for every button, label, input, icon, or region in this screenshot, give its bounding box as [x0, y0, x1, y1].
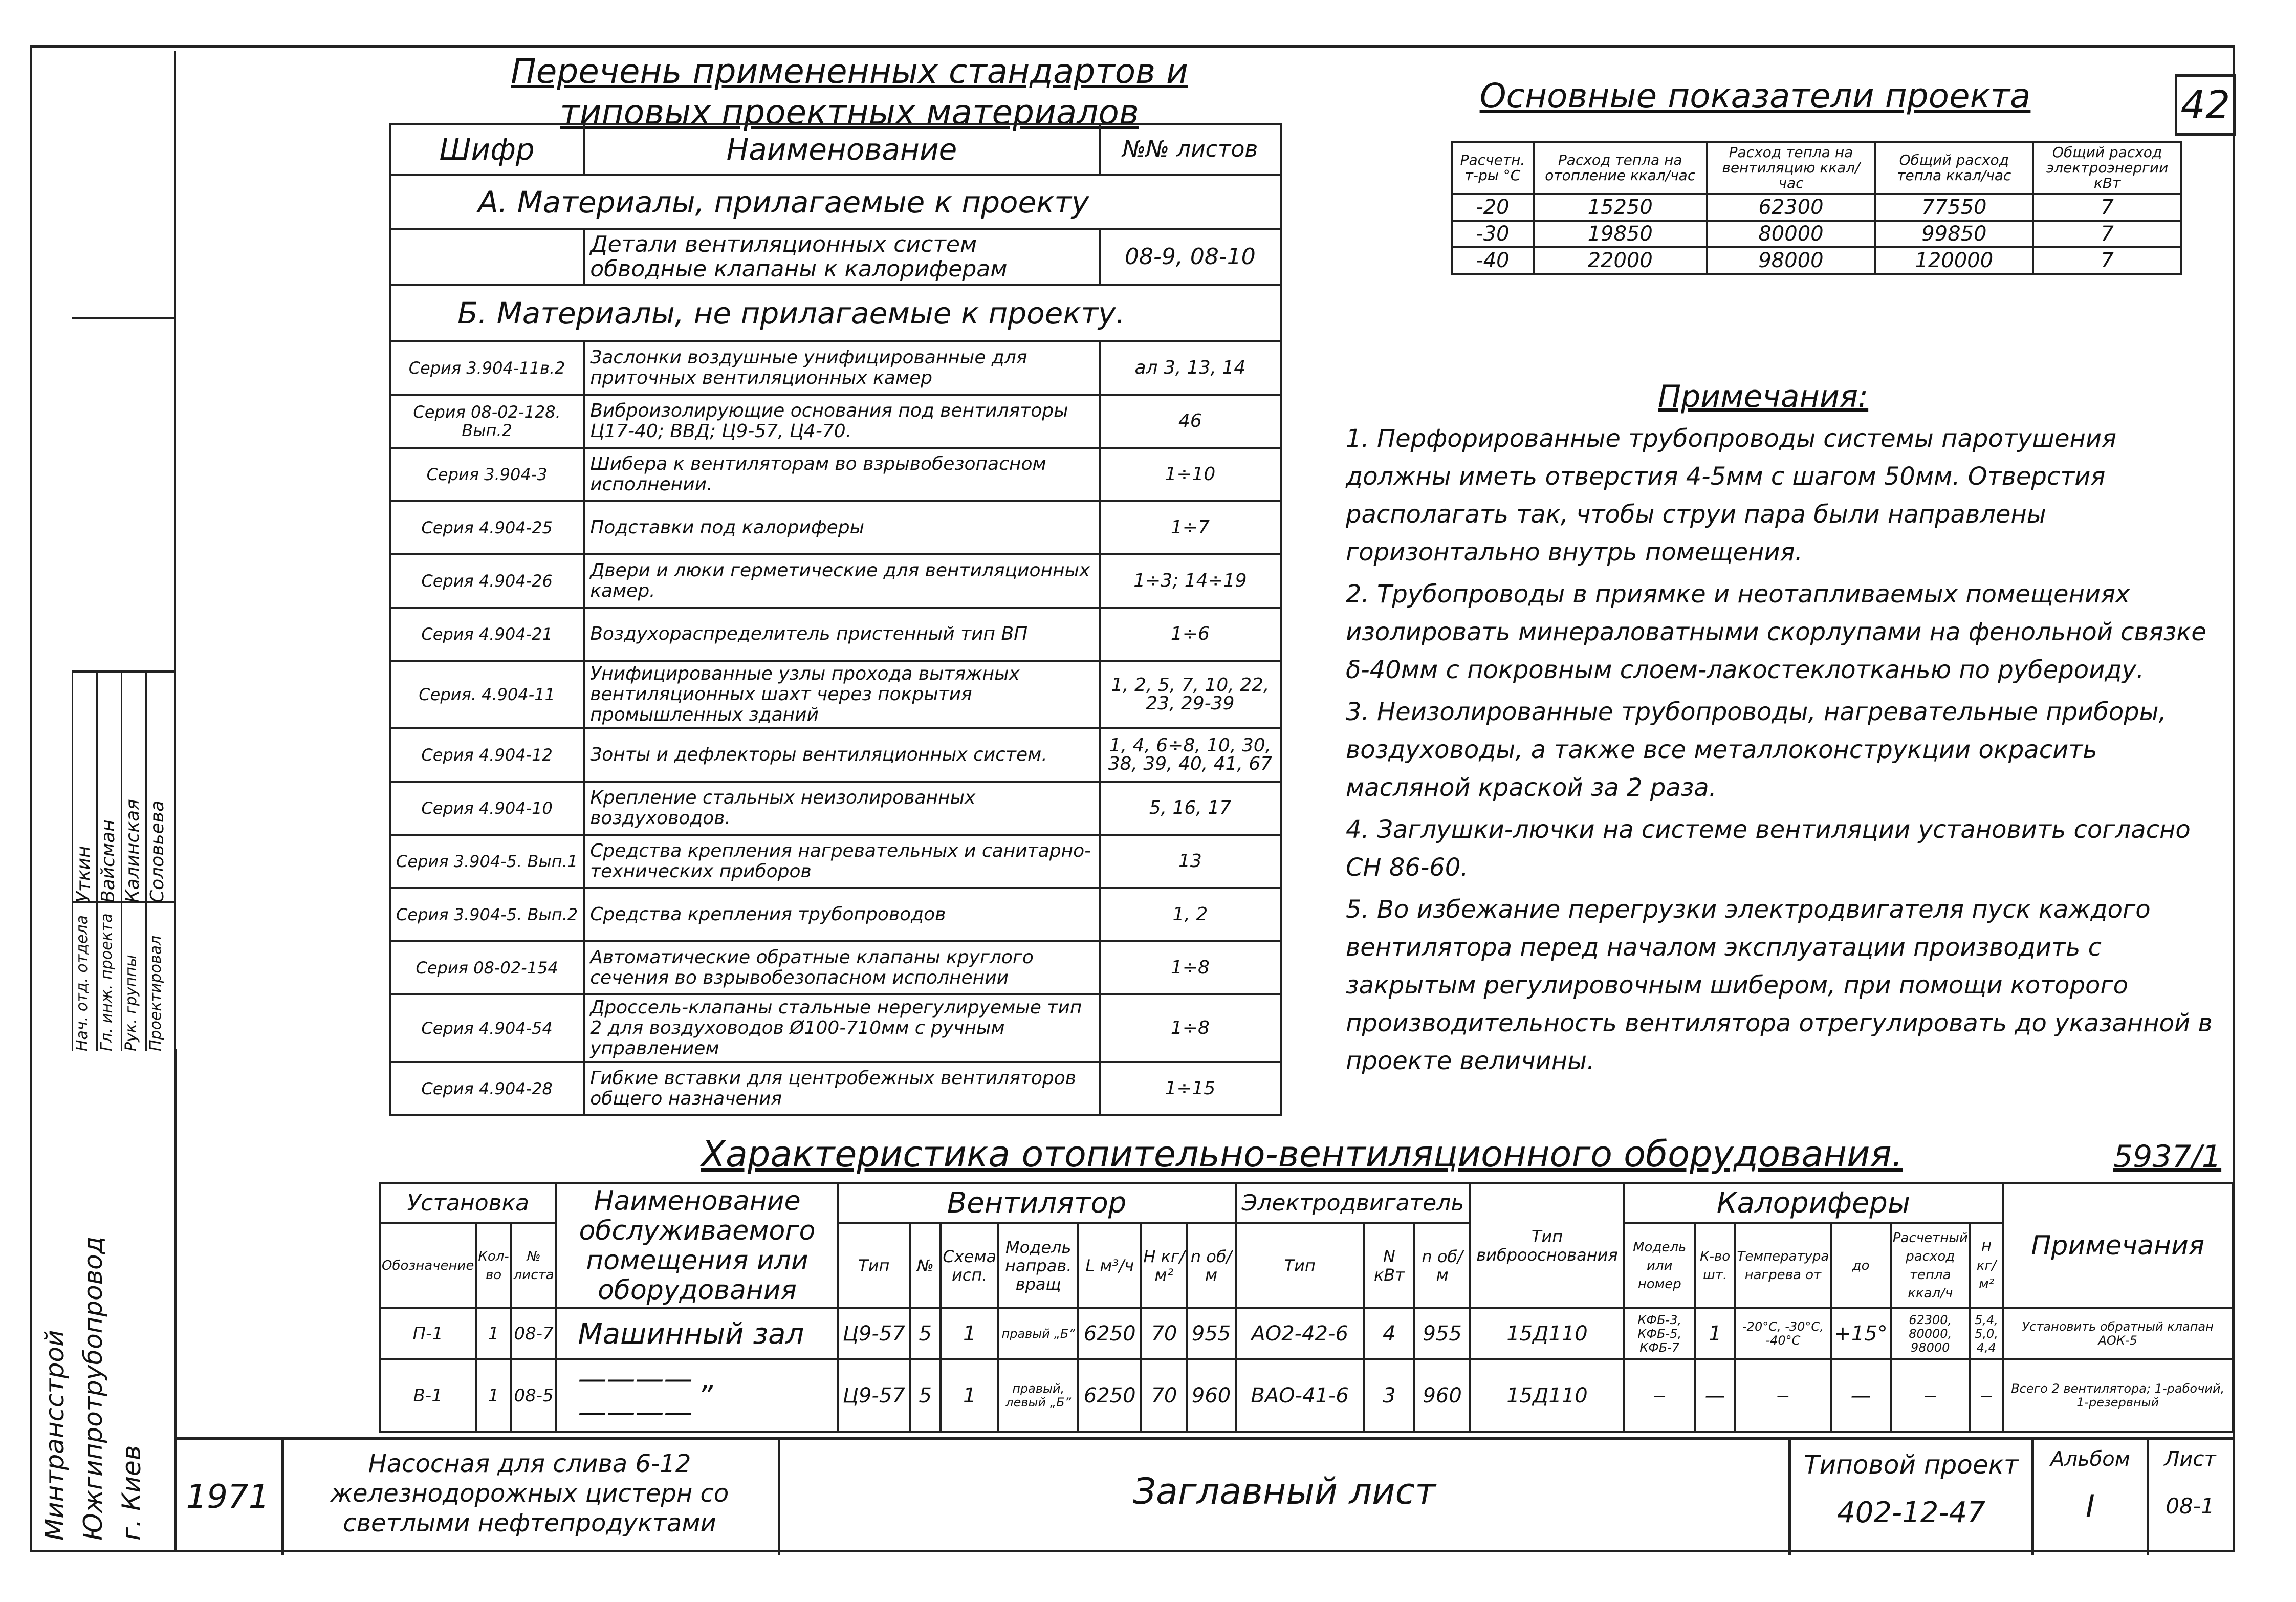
row-code: Серия 3.904-3 — [390, 448, 584, 501]
indicator-cell: 120000 — [1875, 247, 2033, 274]
table-row — [390, 835, 1281, 888]
row-code: Серия 4.904-26 — [390, 554, 584, 608]
eq-heater-H: — — [1970, 1359, 2003, 1432]
table-row — [390, 782, 1281, 835]
indicator-cell: 98000 — [1707, 247, 1875, 274]
signature-roles — [72, 901, 174, 1051]
group-fan: Вентилятор — [838, 1183, 1236, 1223]
eq-heater-H: 5,4, 5,0, 4,4 — [1970, 1308, 2003, 1359]
row-sheets: 1÷3; 14÷19 — [1100, 554, 1281, 608]
eq-motor: ВАО-41-6 — [1236, 1359, 1364, 1432]
row-name: Гибкие вставки для центробежных вентиляторов общего назначения — [584, 1062, 1100, 1115]
fan-subheader: № — [910, 1223, 941, 1308]
note-item: 2. Трубопроводы в приямке и неотапливаемых помещениях изолировать минераловатными скорлупами на фенольной связке δ-40мм с покровным слоем-лакостеклотканью по рубероиду. — [1346, 580, 2206, 684]
indicator-header: Общий расход тепла ккал/час — [1875, 142, 2033, 194]
eq-L: 6250 — [1078, 1359, 1141, 1432]
indicator-cell: -20 — [1452, 194, 1534, 221]
stamp-sheet: 08-1 — [2166, 1493, 2215, 1519]
indicators-title: Основные показатели проекта — [1479, 76, 2031, 116]
eq-rotation: правый, левый „Б” — [998, 1359, 1078, 1432]
col-code-header: Шифр — [390, 124, 584, 175]
signature-name: Калинская — [121, 673, 146, 903]
col-name-header: Наименование — [584, 124, 1100, 175]
eq-t-from: — — [1735, 1359, 1831, 1432]
standards-table — [389, 123, 1282, 1116]
row-code: Серия 08-02-154 — [390, 941, 584, 994]
stamp-sheet-label: Лист — [2164, 1447, 2216, 1471]
indicator-header: Общий расход электроэнергии кВт — [2033, 142, 2181, 194]
row-sheets: 5, 16, 17 — [1100, 782, 1281, 835]
eq-heater-qty: — — [1695, 1359, 1735, 1432]
stamp-project-number: 402-12-47 — [1837, 1496, 1985, 1529]
signature-role: Нач. отд. отдела — [72, 903, 97, 1051]
strip-border — [174, 51, 176, 1551]
signature-name: Соловьева — [145, 673, 170, 903]
install-subheader: Кол-во — [476, 1223, 511, 1308]
row-sheets: 13 — [1100, 835, 1281, 888]
sheet-number: 42 — [2175, 74, 2236, 136]
row-code: Серия 4.904-12 — [390, 728, 584, 782]
row-sheets: ал 3, 13, 14 — [1100, 341, 1281, 395]
heater-subheader: Температура нагрева от — [1735, 1223, 1831, 1308]
eq-vibro: 15Д110 — [1470, 1308, 1624, 1359]
eq-heat: — — [1891, 1359, 1970, 1432]
stamp-project-label: Типовой проект — [1804, 1450, 2019, 1480]
note-item: 1. Перфорированные трубопроводы системы паротушения должны иметь отверстия 4-5мм с шагом 50мм. Отверстия располагать так, чтобы струи пара были направлены горизонтально внутрь помещения. — [1346, 424, 2116, 567]
indicator-header: Расчетн. т-ры °С — [1452, 142, 1534, 194]
table-row — [390, 341, 1281, 395]
fan-subheader: H кг/м² — [1141, 1223, 1187, 1308]
indicator-cell: 15250 — [1534, 194, 1707, 221]
stamp-album-label: Альбом — [2050, 1447, 2130, 1471]
eq-N: 4 — [1364, 1308, 1414, 1359]
eq-motor: АО2-42-6 — [1236, 1308, 1364, 1359]
eq-code: В-1 — [380, 1359, 476, 1432]
table-row — [380, 1308, 2233, 1359]
group-install: Установка — [380, 1183, 556, 1223]
eq-H: 70 — [1141, 1359, 1187, 1432]
table-row — [390, 448, 1281, 501]
title-block — [174, 1437, 2234, 1555]
indicator-cell: 77550 — [1875, 194, 2033, 221]
eq-mn: 955 — [1414, 1308, 1470, 1359]
row-sheets: 46 — [1100, 395, 1281, 448]
indicator-cell: 99850 — [1875, 221, 2033, 247]
row-name: Средства крепления трубопроводов — [584, 888, 1100, 941]
row-code: Серия 4.904-10 — [390, 782, 584, 835]
row-sheets: 1, 2 — [1100, 888, 1281, 941]
table-row — [1452, 221, 2181, 247]
row-sheets: 1÷8 — [1100, 941, 1281, 994]
eq-note: Установить обратный клапан АОК-5 — [2003, 1308, 2233, 1359]
fan-subheader: Схема исп. — [941, 1223, 998, 1308]
group-motor: Электродвигатель — [1236, 1183, 1471, 1223]
heater-subheader: Модель или номер — [1624, 1223, 1695, 1308]
heater-subheader: H кг/м² — [1970, 1223, 2003, 1308]
row-name: Подставки под калориферы — [584, 501, 1100, 554]
row-code: Серия 4.904-21 — [390, 608, 584, 661]
eq-fan-type: Ц9-57 — [838, 1359, 910, 1432]
col-room-header: Наименование обслуживаемого помещения или оборудования — [556, 1183, 838, 1308]
eq-n: 960 — [1187, 1359, 1236, 1432]
eq-heater-model: КФБ-3, КФБ-5, КФБ-7 — [1624, 1308, 1695, 1359]
row-name: Виброизолирующие основания под вентиляторы Ц17-40; ВВД; Ц9-57, Ц4-70. — [584, 395, 1100, 448]
indicators-table — [1451, 141, 2182, 275]
eq-rotation: правый „Б” — [998, 1308, 1078, 1359]
signature-strip — [31, 1049, 177, 1551]
eq-N: 3 — [1364, 1359, 1414, 1432]
eq-heater-qty: 1 — [1695, 1308, 1735, 1359]
table-row — [1452, 194, 2181, 221]
table-row — [390, 501, 1281, 554]
eq-qty: 1 — [476, 1308, 511, 1359]
signature-names — [72, 670, 174, 903]
eq-sheet: 08-5 — [511, 1359, 557, 1432]
organization-name: Минтрансстрой Южгипротрубопровод г. Киев — [40, 1236, 146, 1541]
row-name: Унифицированные узлы прохода вытяжных вентиляционных шахт через покрытия промышленных зданий — [584, 661, 1100, 728]
table-row: Детали вентиляционных систем обводные клапаны к калориферам 08-9, 08-10 — [390, 229, 1281, 285]
col-note-header: Примечания — [2003, 1183, 2233, 1308]
row-name: Воздухораспределитель пристенный тип ВП — [584, 608, 1100, 661]
row-code: Серия 3.904-5. Вып.1 — [390, 835, 584, 888]
eq-mn: 960 — [1414, 1359, 1470, 1432]
row-name: Зонты и дефлекторы вентиляционных систем. — [584, 728, 1100, 782]
eq-scheme: 1 — [941, 1359, 998, 1432]
indicator-cell: 7 — [2033, 194, 2181, 221]
eq-scheme: 1 — [941, 1308, 998, 1359]
col-sheets-header: №№ листов — [1100, 124, 1281, 175]
eq-room: ———— „ ———— — [556, 1359, 838, 1432]
eq-room: Машинный зал — [556, 1308, 838, 1359]
indicator-header: Расход тепла на отопление ккал/час — [1534, 142, 1707, 194]
heater-subheader: до — [1831, 1223, 1890, 1308]
row-name: Дроссель-клапаны стальные нерегулируемые тип 2 для воздуховодов Ø100-710мм с ручным управлением — [584, 994, 1100, 1062]
eq-heater-model: — — [1624, 1359, 1695, 1432]
eq-H: 70 — [1141, 1308, 1187, 1359]
fan-subheader: Модель направ. вращ — [998, 1223, 1078, 1308]
install-subheader: № листа — [511, 1223, 557, 1308]
indicator-cell: 7 — [2033, 221, 2181, 247]
row-name: Шибера к вентиляторам во взрывобезопасном исполнении. — [584, 448, 1100, 501]
heater-subheader: К-во шт. — [1695, 1223, 1735, 1308]
row-code: Серия 08-02-128. Вып.2 — [390, 395, 584, 448]
eq-heat: 62300, 80000, 98000 — [1891, 1308, 1970, 1359]
table-row — [380, 1359, 2233, 1432]
eq-n: 955 — [1187, 1308, 1236, 1359]
table-row — [390, 661, 1281, 728]
motor-subheader: Тип — [1236, 1223, 1364, 1308]
equipment-table — [379, 1182, 2234, 1433]
table-row — [390, 994, 1281, 1062]
row-sheets: 1÷6 — [1100, 608, 1281, 661]
row-code: Серия 3.904-11в.2 — [390, 341, 584, 395]
row-name: Двери и люки герметические для вентиляционных камер. — [584, 554, 1100, 608]
stamp-sheet-title: Заглавный лист — [1133, 1470, 1436, 1512]
stamp-divider — [778, 1440, 780, 1555]
indicator-header: Расход тепла на вентиляцию ккал/час — [1707, 142, 1875, 194]
fan-subheader: n об/м — [1187, 1223, 1236, 1308]
signature-role: Гл. инж. проекта — [96, 903, 121, 1051]
notes-list — [1346, 420, 2226, 1084]
table-row — [390, 941, 1281, 994]
install-subheader: Обозначение — [380, 1223, 476, 1308]
fan-subheader: Тип — [838, 1223, 910, 1308]
table-row — [390, 554, 1281, 608]
eq-L: 6250 — [1078, 1308, 1141, 1359]
signature-role: Проектировал — [145, 903, 170, 1051]
row-code: Серия 4.904-54 — [390, 994, 584, 1062]
note-item: 5. Во избежание перегрузки электродвигателя пуск каждого вентилятора перед началом эксплуатации производить с закрытым регулировочным шибером, при помощи которого производительность вентилятора отрегулировать до указанной в проекте величины. — [1346, 895, 2213, 1075]
row-sheets: 1÷8 — [1100, 994, 1281, 1062]
motor-subheader: n об/м — [1414, 1223, 1470, 1308]
indicator-cell: 7 — [2033, 247, 2181, 274]
table-row — [390, 395, 1281, 448]
indicator-cell: 62300 — [1707, 194, 1875, 221]
stamp-album: I — [2086, 1488, 2095, 1524]
eq-fan-type: Ц9-57 — [838, 1308, 910, 1359]
signature-role: Рук. группы — [121, 903, 146, 1051]
row-name: Крепление стальных неизолированных воздуховодов. — [584, 782, 1100, 835]
note-item: 4. Заглушки-лючки на системе вентиляции установить согласно СН 86-60. — [1346, 815, 2191, 882]
row-name: Заслонки воздушные унифицированные для приточных вентиляционных камер — [584, 341, 1100, 395]
row-code: Серия 4.904-28 — [390, 1062, 584, 1115]
eq-t-to: — — [1831, 1359, 1890, 1432]
notes-title: Примечания: — [1658, 379, 1869, 415]
row-name: Средства крепления нагревательных и санитарно-технических приборов — [584, 835, 1100, 888]
eq-t-from: -20°С, -30°С, -40°С — [1735, 1308, 1831, 1359]
indicator-cell: 22000 — [1534, 247, 1707, 274]
archive-number: 5937/1 — [2113, 1139, 2222, 1175]
indicator-cell: 19850 — [1534, 221, 1707, 247]
motor-subheader: N кВт — [1364, 1223, 1414, 1308]
row-name: Автоматические обратные клапаны круглого сечения во взрывобезопасном исполнении — [584, 941, 1100, 994]
eq-vibro: 15Д110 — [1470, 1359, 1624, 1432]
table-row — [390, 888, 1281, 941]
group-heater: Калориферы — [1624, 1183, 2003, 1223]
table-row — [1452, 247, 2181, 274]
indicator-cell: -40 — [1452, 247, 1534, 274]
table-row — [390, 608, 1281, 661]
eq-note: Всего 2 вентилятора; 1-рабочий, 1-резервный — [2003, 1359, 2233, 1432]
row-code: Серия 4.904-25 — [390, 501, 584, 554]
row-code: Серия. 4.904-11 — [390, 661, 584, 728]
section-a-heading: А. Материалы, прилагаемые к проекту — [390, 175, 1281, 229]
stamp-year: 1971 — [174, 1440, 284, 1555]
signature-name: Вайсман — [96, 673, 121, 903]
standards-title: Перечень примененных стандартов и типовых проектных материалов — [511, 52, 1188, 132]
eq-fan-no: 5 — [910, 1308, 941, 1359]
note-item: 3. Неизолированные трубопроводы, нагревательные приборы, воздуховоды, а также все металлоконструкции окрасить масляной краской за 2 раза. — [1346, 698, 2167, 802]
indicator-cell: -30 — [1452, 221, 1534, 247]
eq-qty: 1 — [476, 1359, 511, 1432]
row-sheets: 1÷10 — [1100, 448, 1281, 501]
table-row — [390, 1062, 1281, 1115]
col-vibro-header: Тип виброоснования — [1470, 1183, 1624, 1308]
stamp-object: Насосная для слива 6-12 железнодорожных цистерн со светлыми нефтепродуктами — [330, 1449, 729, 1538]
signature-area — [72, 317, 174, 673]
indicator-cell: 80000 — [1707, 221, 1875, 247]
row-code: Серия 3.904-5. Вып.2 — [390, 888, 584, 941]
signature-name: Уткин — [72, 673, 97, 903]
eq-code: П-1 — [380, 1308, 476, 1359]
equipment-title: Характеристика отопительно-вентиляционного оборудования. — [701, 1133, 1903, 1175]
row-sheets: 1, 2, 5, 7, 10, 22, 23, 29-39 — [1100, 661, 1281, 728]
row-sheets: 1÷15 — [1100, 1062, 1281, 1115]
fan-subheader: L м³/ч — [1078, 1223, 1141, 1308]
eq-sheet: 08-7 — [511, 1308, 557, 1359]
section-b-heading: Б. Материалы, не прилагаемые к проекту. — [390, 285, 1281, 341]
heater-subheader: Расчетный расход тепла ккал/ч — [1891, 1223, 1970, 1308]
row-sheets: 1, 4, 6÷8, 10, 30, 38, 39, 40, 41, 67 — [1100, 728, 1281, 782]
table-row — [390, 728, 1281, 782]
eq-t-to: +15° — [1831, 1308, 1890, 1359]
eq-fan-no: 5 — [910, 1359, 941, 1432]
row-sheets: 1÷7 — [1100, 501, 1281, 554]
